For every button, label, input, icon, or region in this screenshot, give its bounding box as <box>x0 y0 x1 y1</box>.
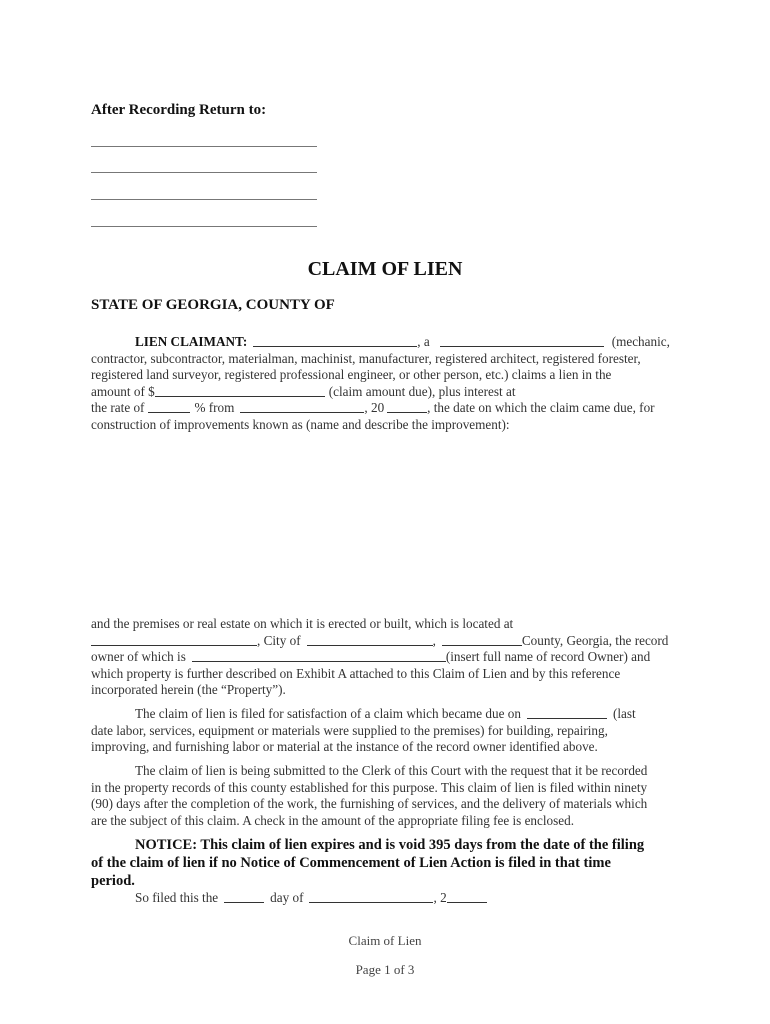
premises-text: (insert full name of record Owner) and <box>445 649 651 665</box>
claimant-line-1 <box>91 334 679 351</box>
premises-text: County, Georgia, the record <box>521 632 669 648</box>
filed-month-blank[interactable] <box>309 890 433 903</box>
notice-line-2: of the claim of lien if no Notice of Commencement of Lien Action is filed in that time <box>91 855 611 871</box>
claimant-line-4 <box>91 384 679 401</box>
premises-line-3 <box>91 649 679 666</box>
claimant-text: % from <box>194 400 235 416</box>
footer-page-number: Page 1 of 3 <box>355 962 415 977</box>
filed-text: So filed this the <box>135 890 219 905</box>
clerk-paragraph <box>91 763 679 829</box>
satisfaction-line-3: improving, and furnishing labor or material at the instance of the record owner identified above. <box>91 739 598 755</box>
filed-text: day of <box>270 890 304 905</box>
interest-rate-blank[interactable] <box>148 400 190 413</box>
notice-line-3: period. <box>91 873 135 889</box>
notice-line-1 <box>91 836 679 854</box>
return-address-line-4[interactable] <box>91 226 317 227</box>
premises-text: , <box>432 632 436 648</box>
document-title: CLAIM OF LIEN <box>307 258 463 280</box>
filed-row <box>91 890 679 907</box>
satisfaction-paragraph <box>91 706 679 756</box>
claimant-name-blank[interactable] <box>253 334 417 347</box>
clerk-line-2: in the property records of this county established for this purpose. This claim of lien is filed within ninety <box>91 779 648 795</box>
due-date-blank[interactable] <box>240 400 364 413</box>
filed-year-blank[interactable] <box>447 890 487 903</box>
clerk-line-4: are the subject of this claim. A check in the amount of the appropriate filing fee is enclosed. <box>91 812 575 828</box>
claimant-type-blank[interactable] <box>440 334 604 347</box>
notice-text: NOTICE: This claim of lien expires and is void 395 days from the date of the filing <box>135 837 645 853</box>
premises-text: owner of which is <box>91 649 186 665</box>
county-blank[interactable] <box>442 633 522 646</box>
claimant-text: (mechanic, <box>611 334 670 349</box>
claimant-line-5 <box>91 400 679 417</box>
claimant-paragraph <box>91 334 679 434</box>
satisfaction-text: The claim of lien is filed for satisfaction of a claim which became due on <box>135 706 521 721</box>
premises-paragraph <box>91 616 679 699</box>
clerk-line-3: (90) days after the completion of the work, the furnishing of services, and the delivery of materials which <box>91 796 648 812</box>
premises-address-blank[interactable] <box>91 633 257 646</box>
clerk-line-1 <box>91 763 679 780</box>
premises-line-5: incorporated herein (the “Property”). <box>91 682 286 698</box>
notice-block <box>91 836 679 890</box>
return-heading: After Recording Return to: <box>91 102 267 118</box>
city-blank[interactable] <box>307 633 433 646</box>
filed-day-blank[interactable] <box>224 890 264 903</box>
due-year-blank[interactable] <box>387 400 427 413</box>
return-address-line-3[interactable] <box>91 199 317 200</box>
claimant-text: the rate of <box>91 400 145 416</box>
satisfaction-text: (last <box>612 706 636 721</box>
claimant-text: , the date on which the claim came due, for <box>427 400 655 416</box>
filed-line <box>91 890 679 907</box>
claimant-text: amount of $ <box>91 383 155 399</box>
claimant-text: (claim amount due), plus interest at <box>328 383 516 399</box>
claimant-line-6: construction of improvements known as (name and describe the improvement): <box>91 416 510 432</box>
claimant-line-2: contractor, subcontractor, materialman, machinist, manufacturer, registered architect, registered forester, <box>91 350 641 366</box>
claimant-text: , a <box>417 334 430 349</box>
lien-claimant-label: LIEN CLAIMANT: <box>135 334 248 349</box>
premises-line-2 <box>91 633 679 650</box>
record-owner-blank[interactable] <box>192 649 446 662</box>
return-address-line-2[interactable] <box>91 172 317 173</box>
premises-line-1: and the premises or real estate on which it is erected or built, which is located at <box>91 616 514 631</box>
last-date-blank[interactable] <box>527 706 607 719</box>
footer-doc-label: Claim of Lien <box>348 933 422 948</box>
claimant-text: , 20 <box>364 400 385 416</box>
satisfaction-line-2: date labor, services, equipment or materials were supplied to the premises) for building, repairing, <box>91 722 608 738</box>
premises-line-4: which property is further described on Exhibit A attached to this Claim of Lien and by this reference <box>91 665 621 681</box>
premises-text: , City of <box>257 632 301 648</box>
state-county-line: STATE OF GEORGIA, COUNTY OF <box>91 297 335 313</box>
filed-text: , 2 <box>433 890 447 905</box>
claimant-line-3: registered land surveyor, registered professional engineer, or other person, etc.) claims a lien in the <box>91 367 612 383</box>
clerk-text: The claim of lien is being submitted to the Clerk of this Court with the request that it be recorded <box>135 763 648 778</box>
return-address-line-1[interactable] <box>91 146 317 147</box>
claim-amount-blank[interactable] <box>155 384 325 397</box>
satisfaction-line-1 <box>91 706 679 723</box>
